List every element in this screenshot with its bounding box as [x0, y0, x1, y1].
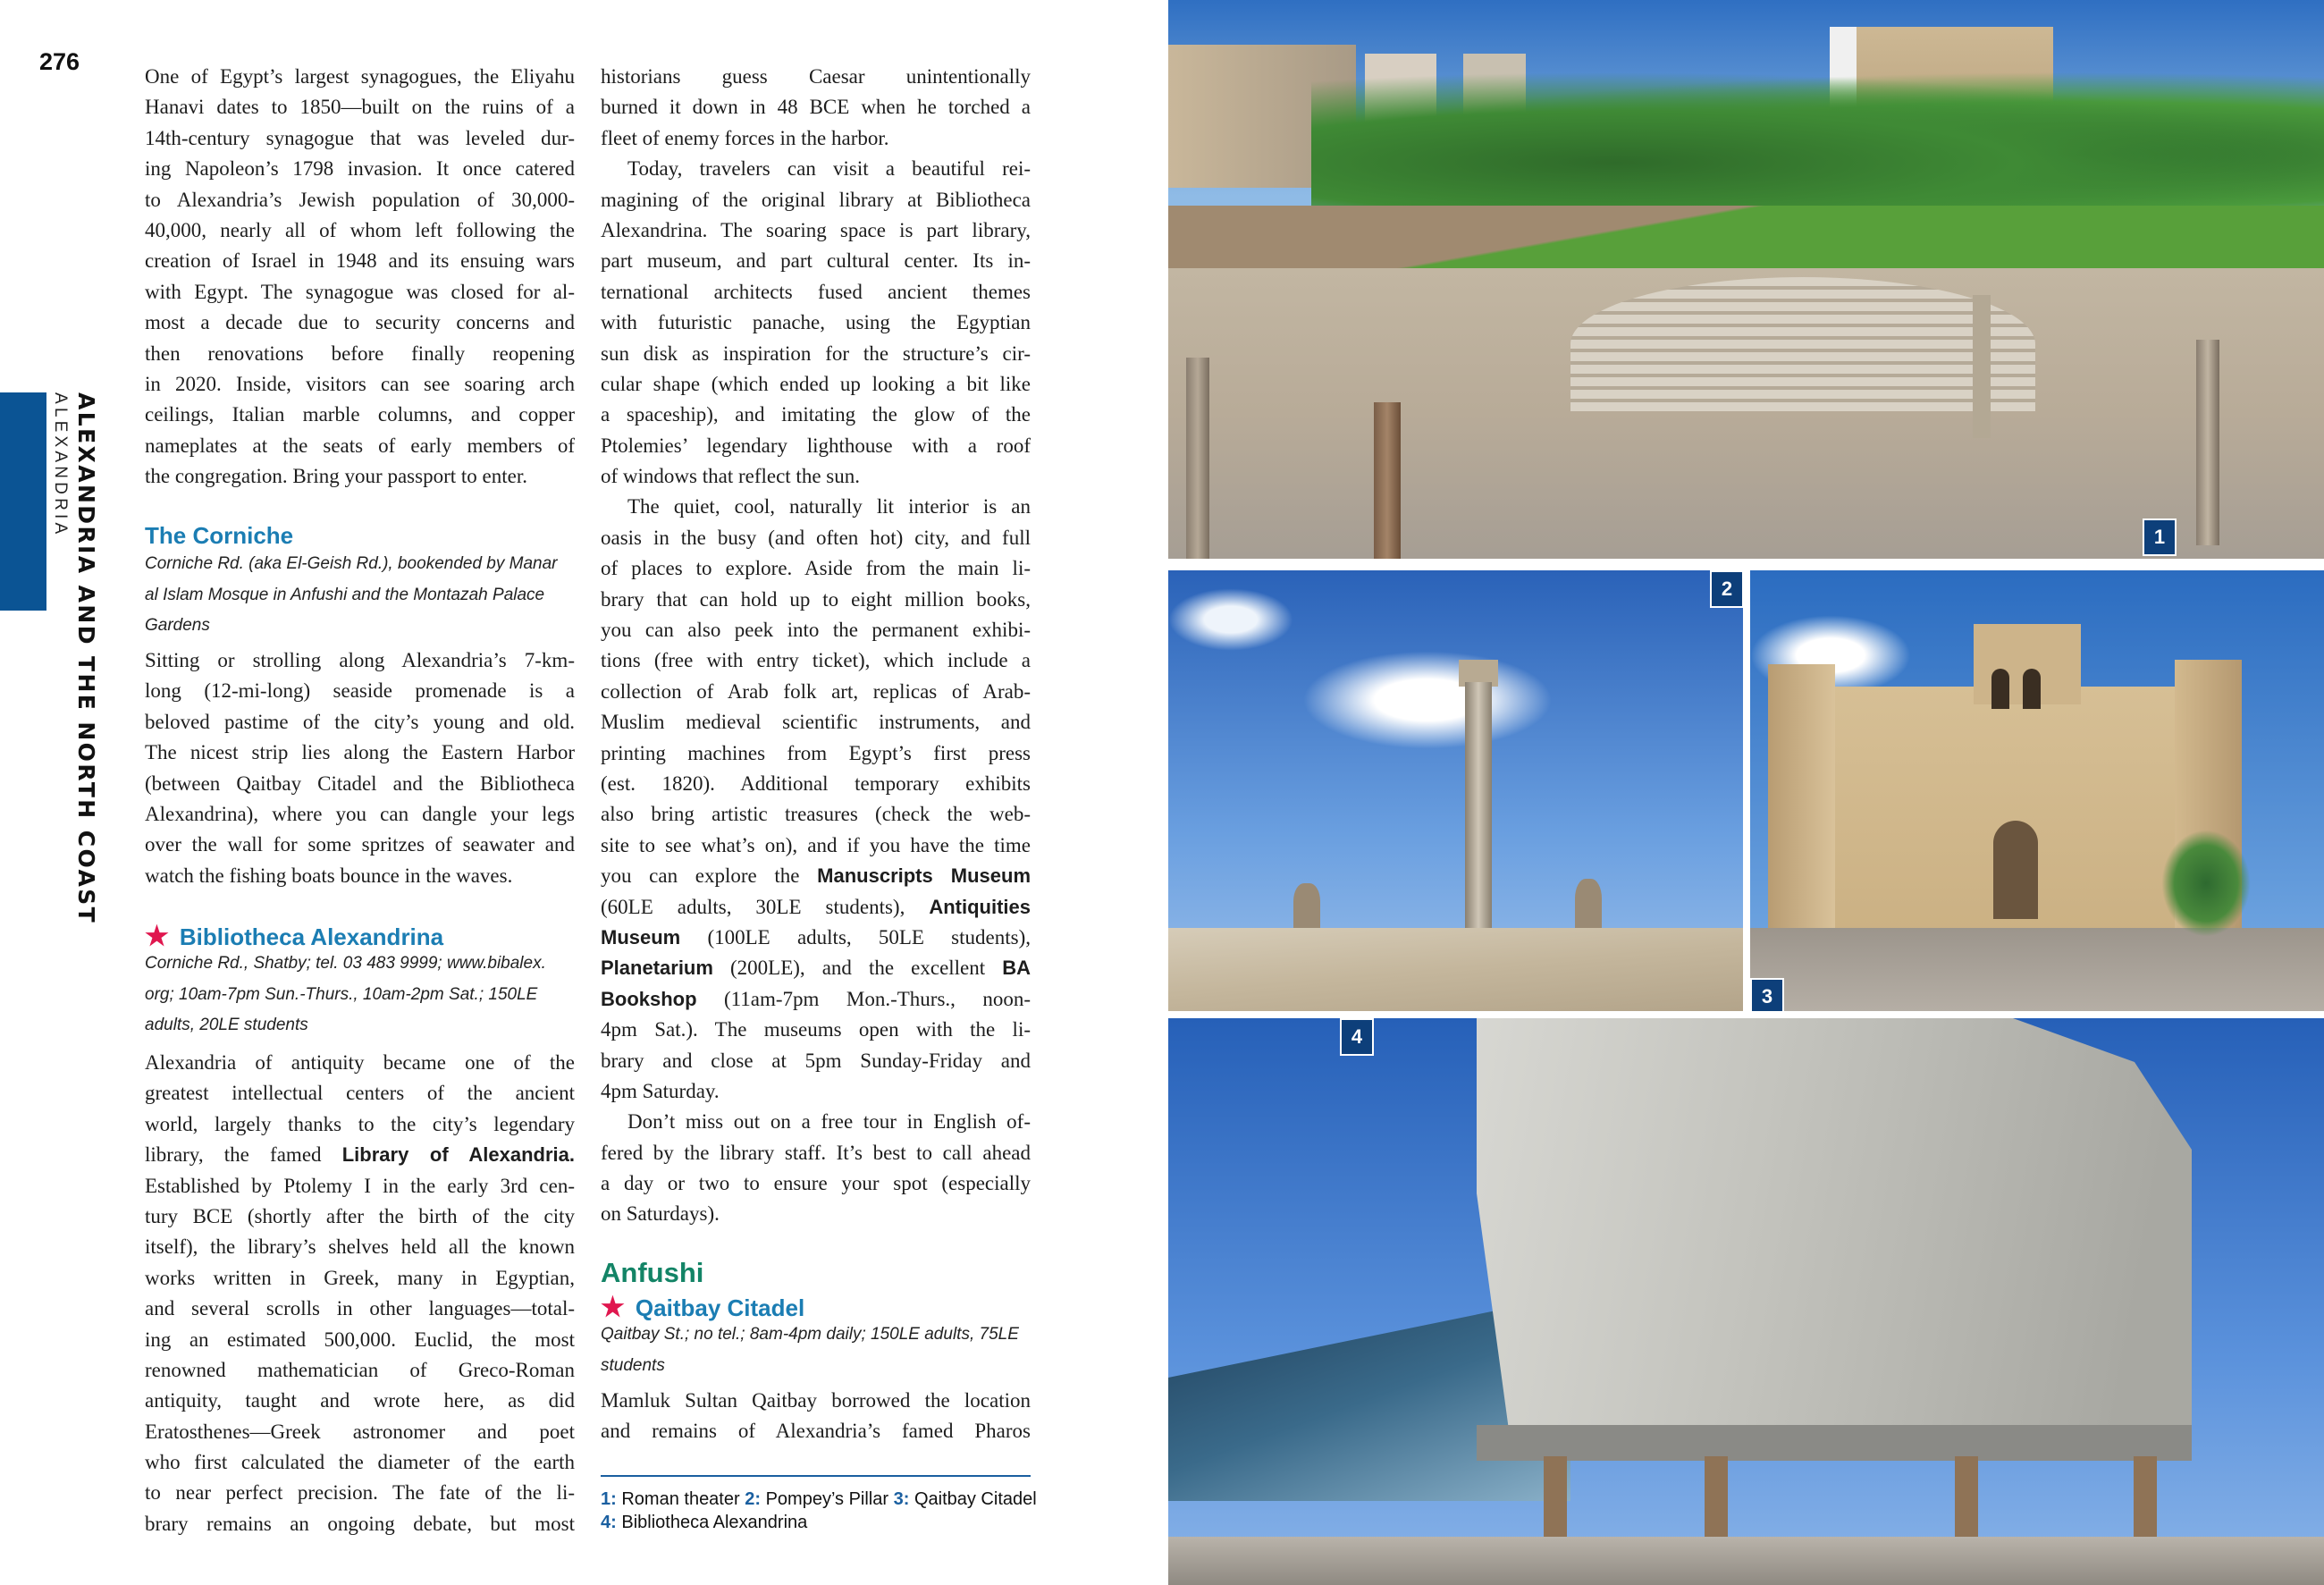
bibliotheca-body [145, 1048, 575, 1539]
text-line: Sitting or strolling along Alexandria’s 7-km- [145, 649, 575, 671]
text-line: Museum (100LE adults, 50LE students), [601, 925, 1031, 948]
photo-pompeys-pillar [1168, 570, 1743, 1011]
text-line: of windows that reflect the sun. [601, 465, 860, 488]
bold-term: Bookshop [601, 987, 697, 1010]
text-line: and several scrolls in other languages—total- [145, 1297, 575, 1320]
photo-number-badge: 2 [1710, 570, 1743, 608]
qaitbay-body [601, 1386, 1031, 1447]
photo-caption [601, 1488, 1048, 1534]
info-line: org; 10am-7pm Sun.-Thurs., 10am-2pm Sat.; 150LE [145, 984, 538, 1004]
text-line: you can explore the Manuscripts Museum [601, 864, 1031, 888]
text-line: who first calculated the diameter of the earth [145, 1451, 575, 1474]
section-title-vertical: ALEXANDRIA [51, 392, 70, 538]
text-line: Established by Ptolemy I in the early 3rd cen- [145, 1174, 575, 1197]
bold-term: BA [1002, 957, 1031, 980]
text-line: Ptolemies’ legendary lighthouse with a roof [601, 434, 1031, 457]
info-line: Gardens [145, 616, 210, 636]
text-line: itself), the library’s shelves held all the known [145, 1235, 575, 1259]
text-line: then renovations before finally reopening [145, 341, 575, 365]
caption-number: 2: [745, 1489, 762, 1509]
text-line: world, largely thanks to the city’s legendary [145, 1112, 575, 1135]
text-line: (between Qaitbay Citadel and the Bibliotheca [145, 771, 575, 795]
text-line: tury BCE (shortly after the birth of the city [145, 1204, 575, 1227]
photo-roman-theater [1168, 0, 2324, 559]
page-number: 276 [39, 48, 80, 75]
text-line: historians guess Caesar unintentionally [601, 65, 1031, 88]
text-line: cular shape (which ended up looking a bit like [601, 372, 1031, 395]
caption-number: 4: [601, 1513, 617, 1532]
bibliotheca-body-continued [601, 62, 1031, 1230]
text-line: ing an estimated 500,000. Euclid, the most [145, 1328, 575, 1351]
text-line: (60LE adults, 30LE students), Antiquities [601, 895, 1031, 918]
text-line: Bookshop (11am-7pm Mon.-Thurs., noon- [601, 987, 1031, 1010]
text-line: magining of the original library at Bibliotheca [601, 188, 1031, 211]
text-line: antiquity, taught and wrote here, as did [145, 1389, 575, 1412]
text-line: watch the fishing boats bounce in the waves. [145, 864, 513, 887]
text-line: printing machines from Egypt’s first press [601, 741, 1031, 764]
text-line: a day or two to ensure your spot (especially [601, 1172, 1031, 1195]
text-line: Eratosthenes—Greek astronomer and poet [145, 1420, 575, 1443]
caption-divider [601, 1475, 1031, 1477]
chapter-tab [0, 392, 46, 611]
text-line: fleet of enemy forces in the harbor. [601, 126, 889, 149]
info-line: adults, 20LE students [145, 1016, 308, 1035]
caption-number: 3: [893, 1489, 910, 1509]
text-line: Hanavi dates to 1850—built on the ruins of a [145, 96, 575, 119]
bibliotheca-heading-text: Bibliotheca Alexandrina [179, 923, 444, 950]
info-line: Corniche Rd. (aka El-Geish Rd.), bookended by Manar [145, 554, 558, 573]
text-line: brary and close at 5pm Sunday-Friday and [601, 1049, 1031, 1072]
text-line: and remains of Alexandria’s famed Pharos [601, 1420, 1031, 1443]
qaitbay-heading-text: Qaitbay Citadel [635, 1294, 805, 1321]
info-line: al Islam Mosque in Anfushi and the Montazah Palace [145, 585, 545, 604]
section-heading-bibliotheca [145, 921, 443, 952]
text-line: with Egypt. The synagogue was closed for al- [145, 280, 575, 303]
text-line: Don’t miss out on a free tour in English of- [627, 1110, 1031, 1134]
bold-term: Library of Alexandria. [341, 1143, 575, 1167]
caption-text: Bibliotheca Alexandrina [616, 1513, 808, 1532]
text-line: site to see what’s on), and if you have the time [601, 833, 1031, 856]
corniche-info [145, 554, 575, 647]
info-line: Qaitbay St.; no tel.; 8am-4pm daily; 150LE adults, 75LE [601, 1325, 1019, 1344]
text-line: with futuristic panache, using the Egyptian [601, 311, 1031, 334]
text-line: Alexandria of antiquity became one of the [145, 1051, 575, 1074]
text-line: brary that can hold up to eight million books, [601, 587, 1031, 611]
text-line: part museum, and part cultural center. Its in- [601, 249, 1031, 273]
text-line: library, the famed Library of Alexandria. [145, 1143, 575, 1167]
photo-number-badge: 3 [1750, 978, 1784, 1011]
text-line: of places to explore. Aside from the main li- [601, 557, 1031, 580]
text-line: ternational architects fused ancient themes [601, 280, 1031, 303]
text-line: burned it down in 48 BCE when he torched a [601, 96, 1031, 119]
text-line: to Alexandria’s Jewish population of 30,000- [145, 188, 575, 211]
section-heading-qaitbay [601, 1292, 804, 1323]
text-line: oasis in the busy (and often hot) city, and full [601, 526, 1031, 549]
text-line: 4pm Sat.). The museums open with the li- [601, 1018, 1031, 1041]
bold-term: Antiquities [929, 895, 1031, 918]
text-line: tions (free with entry ticket), which include a [601, 649, 1031, 672]
bibliotheca-info [145, 954, 575, 1047]
qaitbay-info [601, 1325, 1031, 1387]
text-line: (est. 1820). Additional temporary exhibits [601, 771, 1031, 795]
text-line: Mamluk Sultan Qaitbay borrowed the location [601, 1389, 1031, 1412]
caption-text: Roman theater [616, 1489, 745, 1509]
text-line: greatest intellectual centers of the ancient [145, 1082, 575, 1105]
text-line: Planetarium (200LE), and the excellent BA [601, 957, 1031, 980]
photo-bibliotheca-alexandrina [1168, 1018, 2324, 1585]
text-line: One of Egypt’s largest synagogues, the Eliyahu [145, 65, 575, 88]
text-line: also bring artistic treasures (check the web- [601, 803, 1031, 826]
photo-qaitbay-citadel [1750, 570, 2324, 1011]
text-line: to near perfect precision. The fate of the li- [145, 1481, 575, 1505]
text-line: 40,000, nearly all of whom left following the [145, 218, 575, 241]
star-icon: ★ [601, 1293, 625, 1322]
bold-term: Manuscripts Museum [817, 864, 1031, 888]
bold-term: Planetarium [601, 957, 713, 980]
text-line: The quiet, cool, naturally lit interior is an [627, 495, 1031, 518]
corniche-body [145, 645, 575, 891]
text-line: fered by the library staff. It’s best to call ahead [601, 1141, 1031, 1164]
caption-number: 1: [601, 1489, 617, 1509]
star-icon: ★ [145, 922, 169, 951]
intro-paragraph [145, 62, 575, 492]
text-line: creation of Israel in 1948 and its ensuing wars [145, 249, 575, 273]
text-line: most a decade due to security concerns and [145, 311, 575, 334]
chapter-title-vertical: ALEXANDRIA AND THE NORTH COAST [73, 392, 99, 925]
caption-text: Pompey’s Pillar [761, 1489, 894, 1509]
text-line: 14th-century synagogue that was leveled dur- [145, 126, 575, 149]
section-heading-anfushi: Anfushi [601, 1257, 704, 1288]
text-line: beloved pastime of the city’s young and old. [145, 710, 575, 733]
info-line: Corniche Rd., Shatby; tel. 03 483 9999; www.bibalex. [145, 954, 546, 973]
text-line: long (12-mi-long) seaside promenade is a [145, 679, 575, 703]
text-line: ing Napoleon’s 1798 invasion. It once catered [145, 157, 575, 181]
text-line: you can also peek into the permanent exhibi- [601, 619, 1031, 642]
text-line: sun disk as inspiration for the structure’s cir- [601, 341, 1031, 365]
section-heading-corniche: The Corniche [145, 522, 294, 549]
info-line: students [601, 1355, 665, 1375]
text-line: 4pm Saturday. [601, 1079, 720, 1102]
text-line: the congregation. Bring your passport to enter. [145, 465, 527, 488]
text-line: ceilings, Italian marble columns, and copper [145, 403, 575, 426]
text-line: in 2020. Inside, visitors can see soaring arch [145, 372, 575, 395]
text-line: works written in Greek, many in Egyptian, [145, 1266, 575, 1289]
text-line: nameplates at the seats of early members of [145, 434, 575, 457]
text-line: collection of Arab folk art, replicas of Arab- [601, 679, 1031, 703]
text-line: Alexandrina. The soaring space is part library, [601, 218, 1031, 241]
photo-number-badge: 4 [1340, 1018, 1374, 1056]
text-line: Muslim medieval scientific instruments, and [601, 711, 1031, 734]
text-line: The nicest strip lies along the Eastern Harbor [145, 741, 575, 764]
text-line: over the wall for some spritzes of seawater and [145, 833, 575, 856]
text-line: brary remains an ongoing debate, but most [145, 1512, 575, 1535]
caption-text: Qaitbay Citadel [909, 1489, 1037, 1509]
text-line: Alexandrina), where you can dangle your legs [145, 802, 575, 825]
photo-number-badge: 1 [2143, 518, 2177, 556]
text-line: on Saturdays). [601, 1202, 720, 1226]
bold-term: Museum [601, 925, 681, 948]
text-line: a spaceship), and imitating the glow of the [601, 403, 1031, 426]
text-line: Today, travelers can visit a beautiful rei- [627, 157, 1031, 181]
text-line: renowned mathematician of Greco-Roman [145, 1358, 575, 1381]
